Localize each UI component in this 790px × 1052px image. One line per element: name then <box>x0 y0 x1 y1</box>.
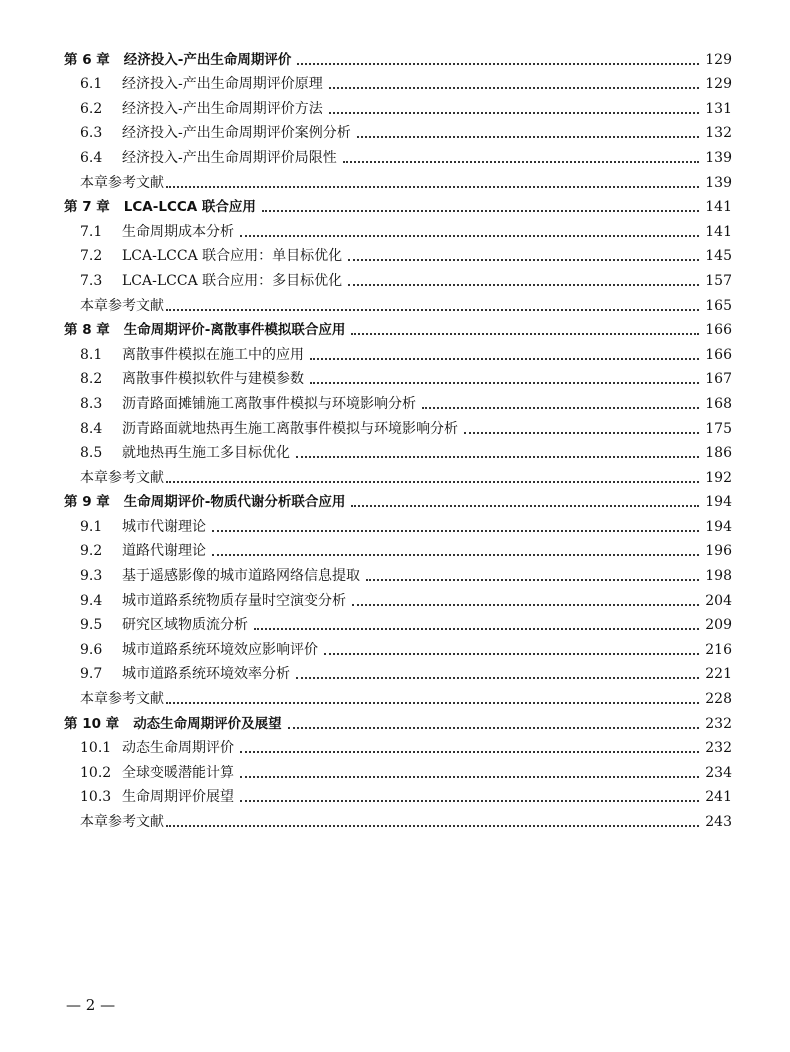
dot-leader <box>351 333 699 335</box>
page-number: 209 <box>705 617 732 634</box>
toc-entry-section <box>64 659 732 684</box>
dot-leader <box>310 382 699 384</box>
page-number: 234 <box>705 764 732 781</box>
page-number: 232 <box>705 715 732 732</box>
section-number: 10.1 <box>80 740 112 757</box>
dot-leader <box>348 259 699 261</box>
section-title: LCA-LCCA 联合应用：多目标优化 <box>122 272 343 289</box>
toc-entry-section <box>64 118 732 143</box>
toc-entry-section <box>64 733 732 758</box>
page-number: 228 <box>705 691 732 708</box>
section-title: 经济投入-产出生命周期评价案例分析 <box>122 125 351 142</box>
page-number: 194 <box>705 494 732 511</box>
page-number: 243 <box>705 814 732 830</box>
chapter-title: 动态生命周期评价及展望 <box>133 715 282 732</box>
dot-leader <box>288 727 700 729</box>
section-title: 就地热再生施工多目标优化 <box>122 445 290 462</box>
toc-entry-ref <box>64 462 732 487</box>
toc-entry-section <box>64 585 732 610</box>
page-number: 139 <box>705 149 732 166</box>
toc-entry-section <box>64 216 732 241</box>
dot-leader <box>254 628 699 630</box>
page-number: 165 <box>705 297 732 314</box>
section-number: 6.1 <box>80 76 103 93</box>
toc-entry-section <box>64 339 732 364</box>
section-title: 城市道路系统环境效应影响评价 <box>122 641 318 658</box>
page-number-folio: — 2 — <box>66 996 116 1014</box>
dot-leader <box>240 776 699 778</box>
chapter-title: 生命周期评价-物质代谢分析联合应用 <box>123 494 346 511</box>
dot-leader <box>348 284 699 286</box>
dot-leader <box>329 112 700 114</box>
section-number: 8.3 <box>80 395 103 412</box>
page-number: 216 <box>705 641 732 658</box>
chapter-title: 生命周期评价-离散事件模拟联合应用 <box>123 322 346 339</box>
toc-entry-section <box>64 511 732 536</box>
dot-leader <box>324 653 699 655</box>
page-number: 198 <box>705 568 732 585</box>
toc-entry-section <box>64 438 732 463</box>
section-title: 动态生命周期评价 <box>122 740 234 757</box>
dot-leader <box>366 579 699 581</box>
page-number: 175 <box>705 420 732 437</box>
section-title: 沥青路面摊铺施工离散事件模拟与环境影响分析 <box>122 395 416 412</box>
page-number: 166 <box>705 346 732 363</box>
dot-leader <box>240 800 699 802</box>
page-number: 168 <box>705 395 732 412</box>
page-number: 194 <box>705 518 732 535</box>
section-number: 8.1 <box>80 346 103 363</box>
chapter-number: 第 9 章 <box>64 494 110 511</box>
section-number: 9.7 <box>80 666 103 683</box>
page-number: 166 <box>705 322 732 339</box>
table-of-contents <box>64 44 732 831</box>
chapter-number: 第 7 章 <box>64 199 110 216</box>
dot-leader <box>240 751 699 753</box>
ref-title: 本章参考文献 <box>80 297 164 314</box>
section-title: 研究区域物质流分析 <box>122 617 248 634</box>
chapter-title: 经济投入-产出生命周期评价 <box>123 51 292 68</box>
dot-leader <box>357 136 700 138</box>
dot-leader <box>343 161 700 163</box>
toc-entry-ref <box>64 290 732 315</box>
page-number: 131 <box>705 100 732 117</box>
section-title: 基于遥感影像的城市道路网络信息提取 <box>122 568 360 585</box>
toc-entry-ref <box>64 683 732 708</box>
section-title: LCA-LCCA 联合应用：单目标优化 <box>122 248 343 265</box>
dot-leader <box>329 87 700 89</box>
dot-leader <box>296 456 699 458</box>
page-number: 192 <box>705 469 732 486</box>
dot-leader <box>212 554 699 556</box>
section-number: 9.3 <box>80 568 103 585</box>
section-number: 9.1 <box>80 518 103 535</box>
dot-leader <box>310 358 699 360</box>
dot-leader <box>166 481 699 483</box>
dot-leader <box>297 63 699 65</box>
dot-leader <box>262 210 699 212</box>
page-number: 145 <box>705 248 732 265</box>
section-title: 经济投入-产出生命周期评价局限性 <box>122 149 337 166</box>
section-number: 8.5 <box>80 445 103 462</box>
section-title: 城市道路系统物质存量时空演变分析 <box>122 592 346 609</box>
page-number: 141 <box>705 199 732 216</box>
section-number: 7.1 <box>80 223 103 240</box>
page-number: 141 <box>705 223 732 240</box>
toc-entry-section <box>64 388 732 413</box>
section-number: 6.4 <box>80 149 103 166</box>
page-number: 232 <box>705 740 732 757</box>
dot-leader <box>166 186 699 188</box>
section-number: 9.4 <box>80 592 103 609</box>
dot-leader <box>212 530 699 532</box>
dot-leader <box>296 677 699 679</box>
toc-entry-section <box>64 536 732 561</box>
page-number: 204 <box>705 592 732 609</box>
toc-entry-chapter <box>64 708 732 733</box>
dot-leader <box>166 825 699 827</box>
toc-entry-section <box>64 610 732 635</box>
section-title: 经济投入-产出生命周期评价方法 <box>122 100 323 117</box>
section-number: 10.3 <box>80 789 112 806</box>
toc-entry-chapter <box>64 487 732 512</box>
dot-leader <box>166 309 699 311</box>
section-title: 沥青路面就地热再生施工离散事件模拟与环境影响分析 <box>122 420 458 437</box>
toc-entry-section <box>64 69 732 94</box>
toc-entry-ref <box>64 167 732 192</box>
page-number: 186 <box>705 445 732 462</box>
toc-entry-chapter <box>64 192 732 217</box>
section-title: 经济投入-产出生命周期评价原理 <box>122 76 323 93</box>
page-number: 196 <box>705 543 732 560</box>
dot-leader <box>352 604 699 606</box>
section-title: 离散事件模拟软件与建模参数 <box>122 371 304 388</box>
toc-entry-section <box>64 757 732 782</box>
page-number: 129 <box>705 51 732 68</box>
page-number: 221 <box>705 666 732 683</box>
chapter-number: 第 10 章 <box>64 715 120 732</box>
section-number: 7.3 <box>80 272 103 289</box>
page-number: 129 <box>705 76 732 93</box>
toc-entry-section <box>64 93 732 118</box>
dot-leader <box>422 407 699 409</box>
section-number: 8.2 <box>80 371 103 388</box>
toc-entry-chapter <box>64 315 732 340</box>
toc-entry-ref <box>64 806 732 831</box>
chapter-number: 第 6 章 <box>64 51 110 68</box>
toc-entry-section <box>64 364 732 389</box>
section-number: 7.2 <box>80 248 103 265</box>
toc-entry-section <box>64 560 732 585</box>
dot-leader <box>351 505 699 507</box>
section-number: 8.4 <box>80 420 103 437</box>
page-number: 167 <box>705 371 732 388</box>
section-title: 全球变暖潜能计算 <box>122 764 234 781</box>
chapter-number: 第 8 章 <box>64 322 110 339</box>
toc-entry-section <box>64 634 732 659</box>
section-title: 生命周期成本分析 <box>122 223 234 240</box>
section-title: 城市道路系统环境效率分析 <box>122 666 290 683</box>
toc-entry-chapter <box>64 44 732 69</box>
toc-entry-section <box>64 782 732 807</box>
section-title: 城市代谢理论 <box>122 518 206 535</box>
section-title: 生命周期评价展望 <box>122 789 234 806</box>
section-title: 离散事件模拟在施工中的应用 <box>122 346 304 363</box>
section-number: 9.6 <box>80 641 103 658</box>
ref-title: 本章参考文献 <box>80 469 164 486</box>
page-number: 132 <box>705 125 732 142</box>
dot-leader <box>240 235 699 237</box>
dot-leader <box>166 702 699 704</box>
page-number: 241 <box>705 789 732 806</box>
section-title: 道路代谢理论 <box>122 543 206 560</box>
section-number: 9.5 <box>80 617 103 634</box>
toc-entry-section <box>64 142 732 167</box>
ref-title: 本章参考文献 <box>80 814 164 830</box>
ref-title: 本章参考文献 <box>80 174 164 191</box>
toc-entry-section <box>64 265 732 290</box>
ref-title: 本章参考文献 <box>80 691 164 708</box>
page-number: 139 <box>705 174 732 191</box>
chapter-title: LCA-LCCA 联合应用 <box>123 199 256 216</box>
section-number: 9.2 <box>80 543 103 560</box>
toc-entry-section <box>64 241 732 266</box>
section-number: 6.2 <box>80 100 103 117</box>
toc-entry-section <box>64 413 732 438</box>
section-number: 10.2 <box>80 764 112 781</box>
dot-leader <box>464 432 699 434</box>
page-number: 157 <box>705 272 732 289</box>
section-number: 6.3 <box>80 125 103 142</box>
